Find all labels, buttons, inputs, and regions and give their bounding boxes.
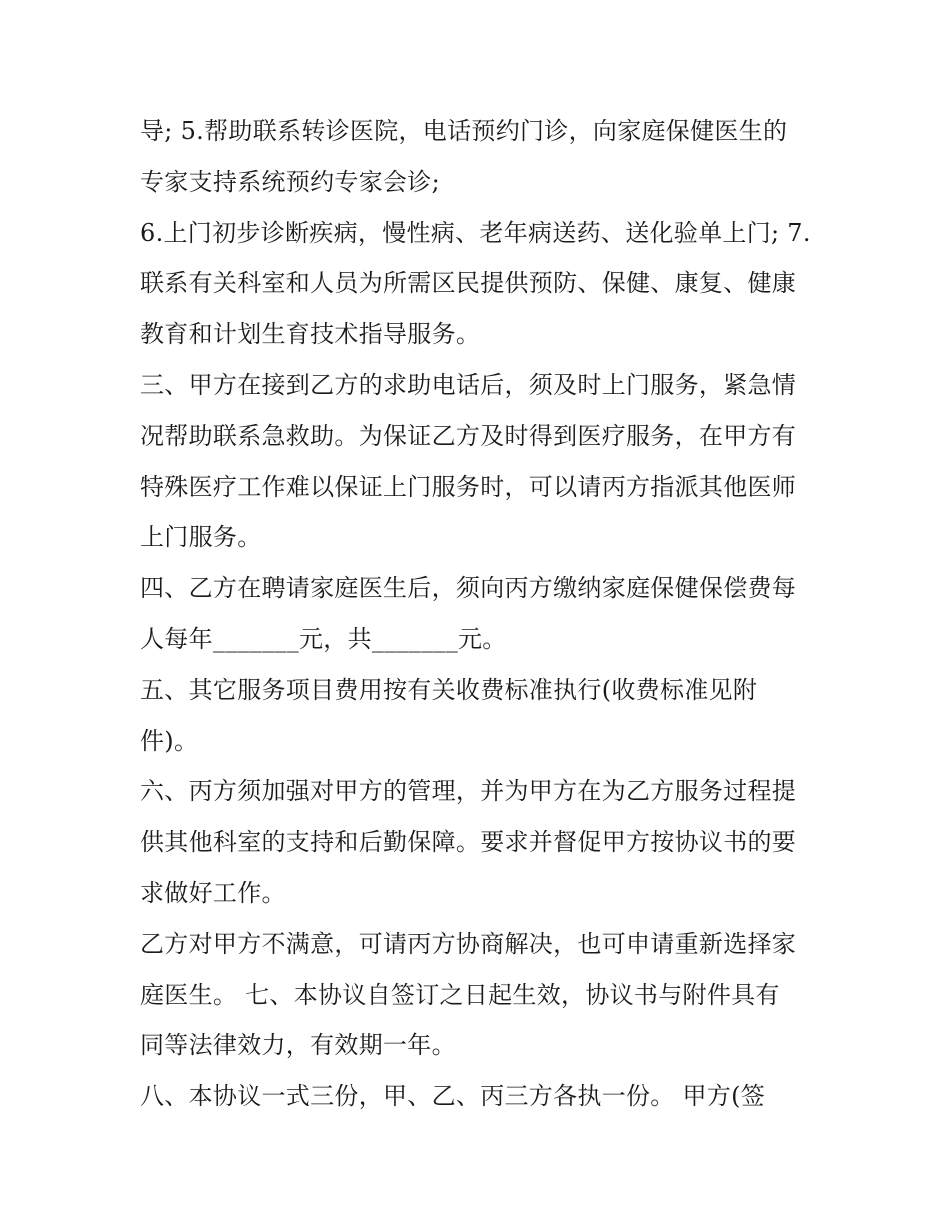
text-line-16: 求做好工作。 [140,878,286,907]
text-line-1: 导; 5.帮助联系转诊医院，电话预约门诊，向家庭保健医生的 [140,117,788,145]
text-line-9: 上门服务。 [140,523,262,552]
text-line-7: 况帮助联系急救助。为保证乙方及时得到医疗服务，在甲方有 [140,421,797,450]
text-line-15: 供其他科室的支持和后勤保障。要求并督促甲方按协议书的要 [140,828,797,857]
text-line-18: 庭医生。 七、本协议自签订之日起生效，协议书与附件具有 [140,980,780,1009]
text-line-2: 专家支持系统预约专家会诊; [140,167,440,196]
text-line-12: 五、其它服务项目费用按有关收费标准执行(收费标准见附 [140,675,758,704]
text-line-19: 同等法律效力，有效期一年。 [140,1031,456,1060]
text-line-3: 6.上门初步诊断疾病，慢性病、老年病送药、送化验单上门; 7. [140,218,811,247]
text-line-10: 四、乙方在聘请家庭医生后，须向丙方缴纳家庭保健保偿费每 [140,574,797,603]
text-line-14: 六、丙方须加强对甲方的管理，并为甲方在为乙方服务过程提 [140,777,797,806]
text-line-5: 教育和计划生育技术指导服务。 [140,320,481,349]
document-body [140,106,830,1122]
text-line-4: 联系有关科室和人员为所需区民提供预防、保健、康复、健康 [140,269,797,298]
text-line-6: 三、甲方在接到乙方的求助电话后，须及时上门服务，紧急情 [140,370,797,399]
text-line-13: 件)。 [140,726,199,755]
text-line-20: 八、本协议一式三份，甲、乙、丙三方各执一份。 甲方(签 [140,1082,766,1111]
text-line-17: 乙方对甲方不满意，可请丙方协商解决，也可申请重新选择家 [140,929,797,958]
text-line-8: 特殊医疗工作难以保证上门服务时，可以请丙方指派其他医师 [140,472,797,501]
text-line-11: 人每年_______元，共_______元。 [140,624,507,653]
